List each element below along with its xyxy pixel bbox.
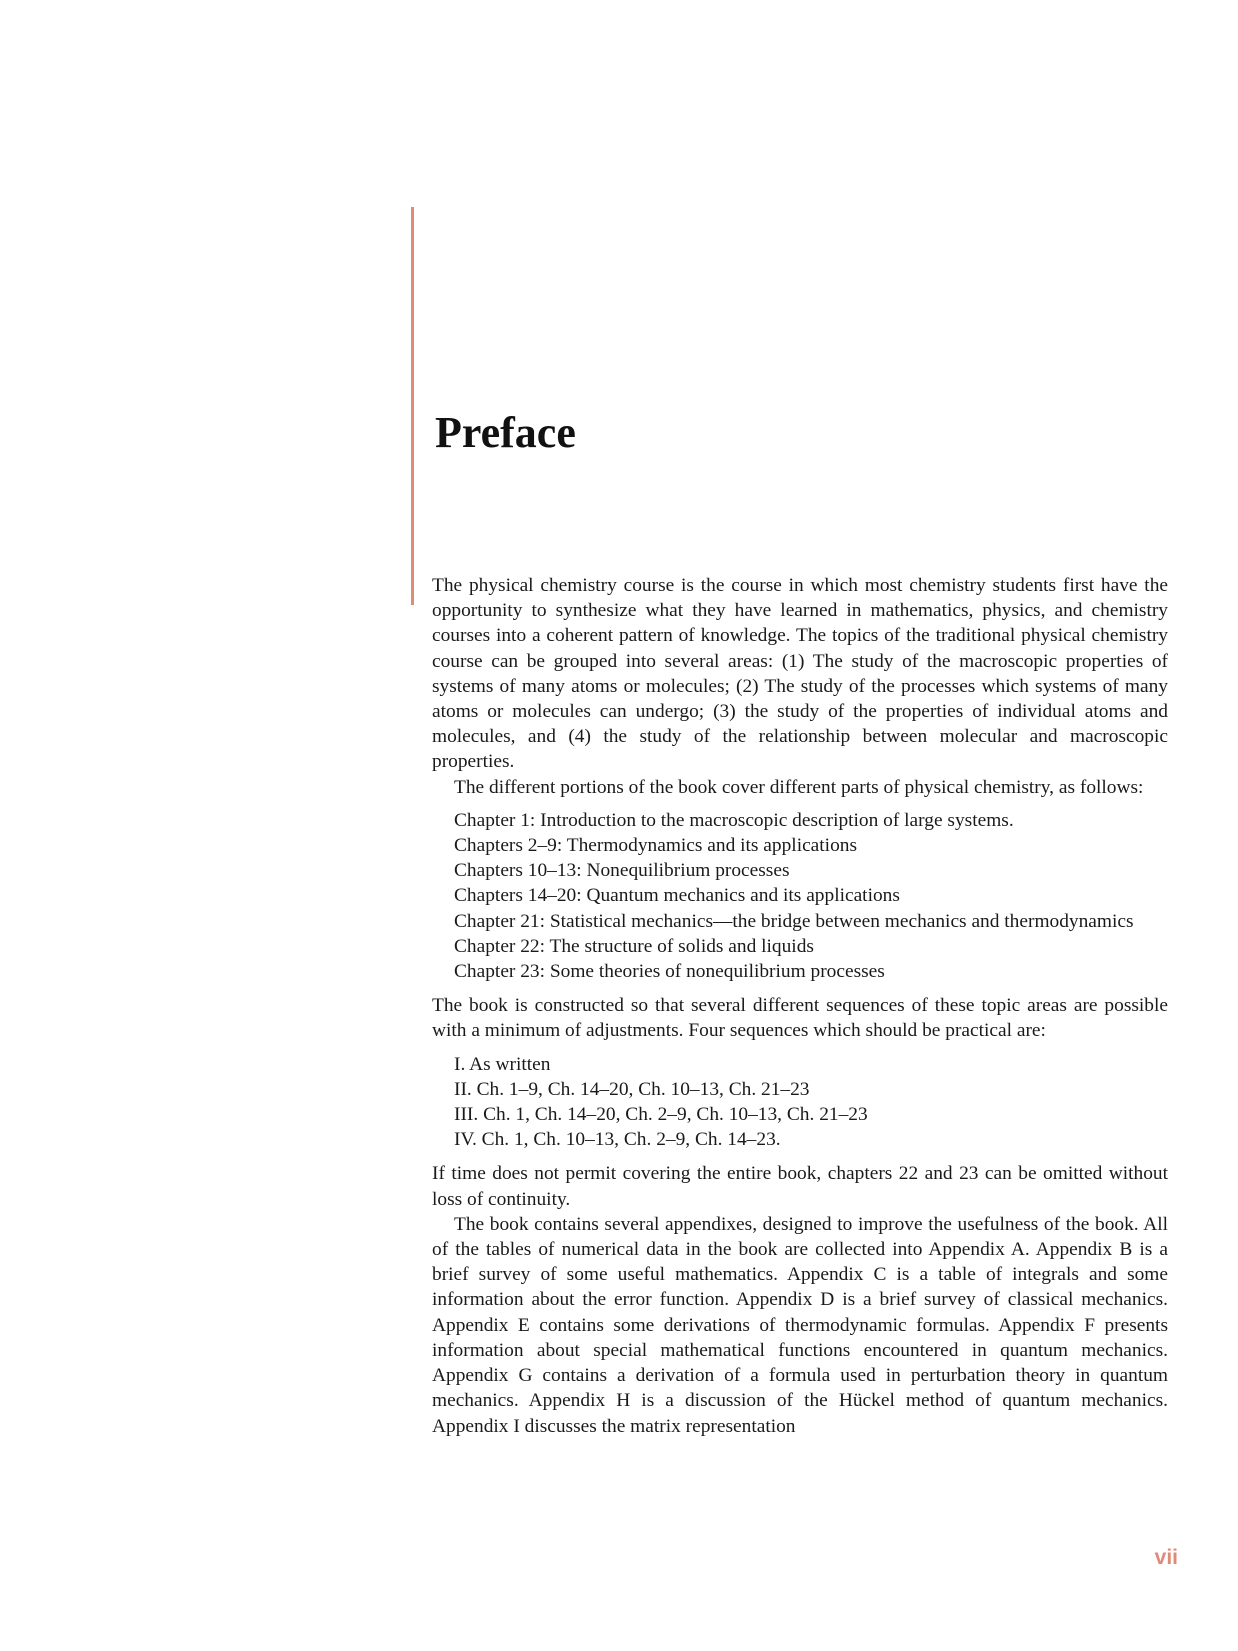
sequence-item: IV. Ch. 1, Ch. 10–13, Ch. 2–9, Ch. 14–23. xyxy=(454,1129,781,1151)
accent-rule xyxy=(411,207,414,605)
chapter-item: Chapter 23: Some theories of nonequilibrium processes xyxy=(454,961,885,983)
chapter-item: Chapter 21: Statistical mechanics—the bridge between mechanics and thermodynamics xyxy=(454,910,1134,932)
paragraph-intro: The physical chemistry course is the course in which most chemistry students first have the opportunity to synthesize what they have learned in mathematics, physics, and chemistry courses into a coherent pattern of knowledge. The topics of the traditional physical chemistry course can be grouped into several areas: (1) The study of the macroscopic properties of systems of many atoms or molecules; (2) The study of the processes which systems of many atoms or molecules can undergo; (3) the study of the properties of individual atoms and molecules, and (4) the study of the relationship between molecular and macroscopic properties. xyxy=(432,575,1168,773)
sequence-item: III. Ch. 1, Ch. 14–20, Ch. 2–9, Ch. 10–13, Ch. 21–23 xyxy=(454,1104,868,1126)
page-number: vii xyxy=(1154,1546,1178,1569)
paragraph-sequences: The book is constructed so that several different sequences of these topic areas are possible with a minimum of adjustments. Four sequences which should be practical are: xyxy=(432,995,1168,1042)
chapter-item: Chapter 22: The structure of solids and liquids xyxy=(454,935,814,957)
chapter-item: Chapters 2–9: Thermodynamics and its applications xyxy=(454,835,857,857)
paragraph-portions: The different portions of the book cover different parts of physical chemistry, as follows: xyxy=(454,776,1144,798)
chapter-list xyxy=(432,808,1168,984)
sequence-item: I. As written xyxy=(454,1053,551,1075)
chapter-item: Chapters 14–20: Quantum mechanics and its applications xyxy=(454,885,900,907)
chapter-item: Chapter 1: Introduction to the macroscopic description of large systems. xyxy=(454,809,1014,831)
paragraph-omission: If time does not permit covering the entire book, chapters 22 and 23 can be omitted without loss of continuity. xyxy=(432,1163,1168,1210)
preface-body xyxy=(432,573,1168,1439)
chapter-item: Chapters 10–13: Nonequilibrium processes xyxy=(454,860,790,882)
sequence-item: II. Ch. 1–9, Ch. 14–20, Ch. 10–13, Ch. 21–23 xyxy=(454,1078,810,1100)
paragraph-appendixes: The book contains several appendixes, designed to improve the usefulness of the book. All of the tables of numerical data in the book are collected into Appendix A. Appendix B is a brief survey of some useful mathematics. Appendix C is a table of integrals and some information about the error function. Appendix D is a brief survey of classical mechanics. Appendix E contains some derivations of thermodynamic formulas. Appendix F presents information about special mathematical functions encountered in quantum mechanics. Appendix G contains a derivation of a formula used in perturbation theory in quantum mechanics. Appendix H is a discussion of the Hückel method of quantum mechanics. Appendix I discusses the matrix representation xyxy=(432,1213,1168,1437)
page-title: Preface xyxy=(435,408,576,457)
sequence-list xyxy=(432,1052,1168,1153)
